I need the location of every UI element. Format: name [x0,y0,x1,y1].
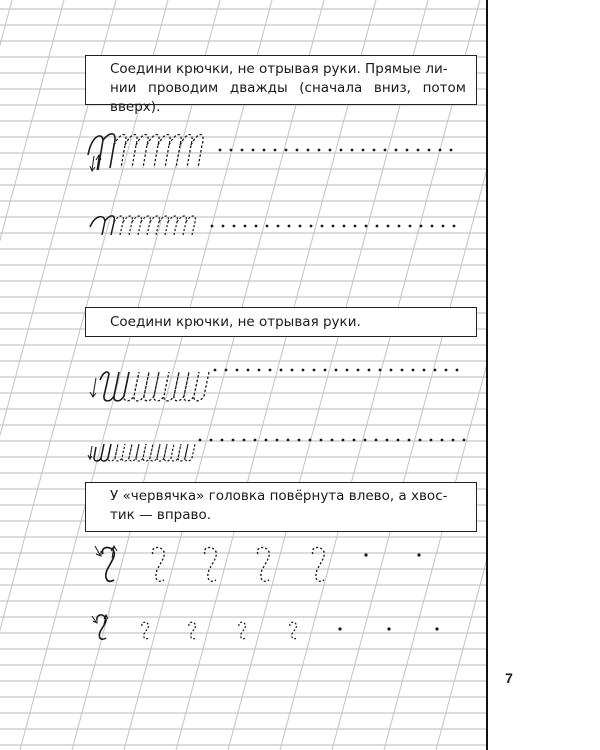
guide-dot [340,149,343,152]
guide-dot [362,149,365,152]
guide-dot [302,369,305,372]
guide-dot [373,149,376,152]
guide-dot [346,369,349,372]
guide-dot [452,439,455,442]
guide-dot [408,439,411,442]
guide-dot [353,439,356,442]
guide-dot [423,369,426,372]
guide-dot [397,439,400,442]
guide-dot [368,369,371,372]
guide-dot [354,225,357,228]
guide-dot [276,439,279,442]
dot [417,553,420,556]
guide-dot [441,439,444,442]
guide-dot [419,439,422,442]
instruction-box-3 [85,482,477,532]
guide-dot [233,225,236,228]
guide-dot [265,439,268,442]
guide-dot [401,369,404,372]
guide-dot [331,439,334,442]
instruction-line: У «червячка» головка повёрнута влево, а хвос- [110,488,448,504]
dot [338,627,341,630]
guide-dot [285,149,288,152]
hook-chain-solid [88,134,115,170]
guide-dot [291,369,294,372]
guide-dot [406,149,409,152]
guide-dot [222,225,225,228]
dot [364,553,367,556]
arrow-down-small-icon [88,446,92,459]
guide-dot [258,369,261,372]
guide-dot [420,225,423,228]
guide-dot [232,439,235,442]
guide-dot [277,225,280,228]
guide-dot [280,369,283,372]
guide-dot [324,369,327,372]
dot [387,627,390,630]
guide-dot [320,439,323,442]
guide-dot [298,439,301,442]
worm-letter-small-dashed-3 [239,622,246,639]
guide-dot [387,225,390,228]
guide-dot [318,149,321,152]
instruction-line: тик — вправо. [110,507,212,523]
guide-dot [269,369,272,372]
worm-letter-small-dashed-4 [290,622,297,639]
guide-dot [395,149,398,152]
guide-dot [221,439,224,442]
guide-dot [244,225,247,228]
guide-dot [417,149,420,152]
guide-dot [376,225,379,228]
u-chain-row-2 [88,444,195,461]
guide-dot [431,225,434,228]
guide-dot [379,369,382,372]
guide-dot [375,439,378,442]
guide-dot [199,439,202,442]
guide-dot [309,439,312,442]
guide-dot [409,225,412,228]
guide-dot [343,225,346,228]
guide-dot [299,225,302,228]
guide-dot [243,439,246,442]
guide-dot [386,439,389,442]
guide-dot [214,369,217,372]
guide-dot [463,439,466,442]
guide-dot [252,149,255,152]
u-chain-row-1 [90,372,209,401]
guide-dot [351,149,354,152]
guide-dot [288,225,291,228]
worm-letter-small-dashed-2 [189,622,196,639]
dot [435,627,438,630]
u-chain-solid [100,372,129,401]
guide-dot [296,149,299,152]
u-chain-small-solid [94,444,111,461]
guide-dot [255,225,258,228]
worm-row-1 [95,546,421,581]
guide-dot [434,369,437,372]
guide-dot [274,149,277,152]
guide-dot [210,439,213,442]
guide-dot [365,225,368,228]
guide-dot [230,149,233,152]
instruction-line: нии проводим дважды (сначала вниз, потом вверх). [110,80,466,115]
guide-dot [364,439,367,442]
guide-dot [310,225,313,228]
horizontal-ruling-lines [0,9,487,745]
guide-dot [329,149,332,152]
guide-dot [398,225,401,228]
guide-dot [450,149,453,152]
guide-dot [357,369,360,372]
worm-row-2 [92,615,439,639]
guide-dot [332,225,335,228]
hook-chain-small-solid [90,216,114,235]
guide-dot [236,369,239,372]
page-number: 7 [505,670,513,686]
hook-chain-small-dashed [114,216,195,235]
guide-dot [225,369,228,372]
guide-dot [456,369,459,372]
guide-dot [442,225,445,228]
guide-dot [241,149,244,152]
guide-dot [219,149,222,152]
guide-dot [453,225,456,228]
guide-dot [247,369,250,372]
worm-letter-small-dashed-1 [142,622,149,639]
guide-dot [384,149,387,152]
guide-dot [254,439,257,442]
guide-dot [390,369,393,372]
guide-dot [321,225,324,228]
instruction-line: Соедини крючки, не отрывая руки. Прямые ли- [110,61,448,77]
guide-dot [263,149,266,152]
guide-dot [428,149,431,152]
guide-dot [266,225,269,228]
guide-dot [307,149,310,152]
guide-dot [211,225,214,228]
guide-dot [445,369,448,372]
guide-dot [412,369,415,372]
guide-dot [313,369,316,372]
instruction-line: Соедини крючки, не отрывая руки. [110,314,361,330]
guide-dot [287,439,290,442]
arrow-down-icon [90,378,96,397]
guide-dot [342,439,345,442]
guide-dot [439,149,442,152]
dot-guide-rows [199,149,466,442]
hook-chain-row-1 [88,134,203,171]
guide-dot [430,439,433,442]
instruction-box-1 [85,55,477,115]
guide-dot [335,369,338,372]
instruction-box-2 [85,307,477,337]
